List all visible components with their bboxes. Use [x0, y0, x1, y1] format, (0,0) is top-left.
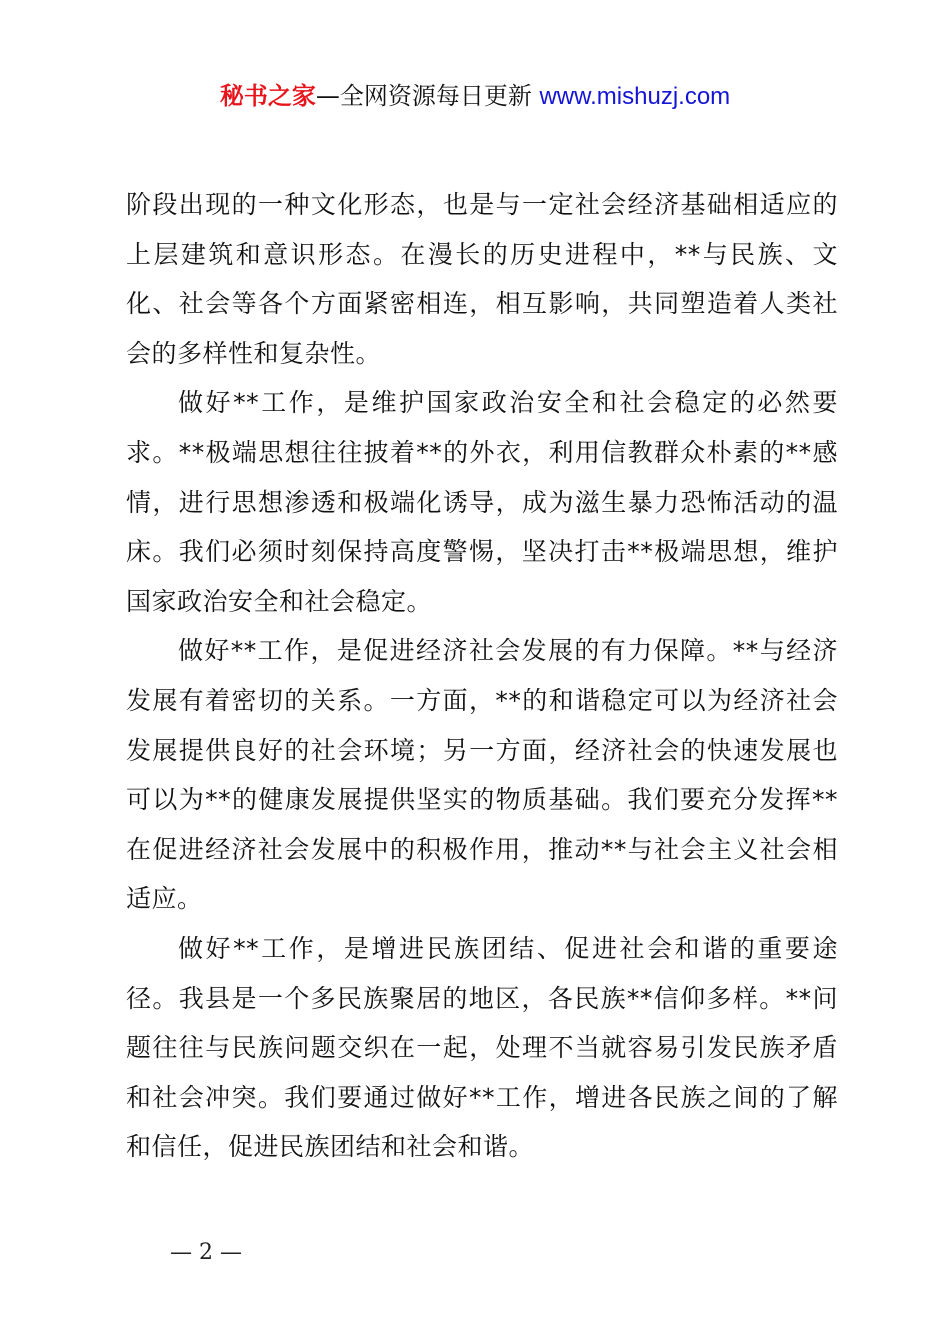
paragraph-continuation: 阶段出现的一种文化形态，也是与一定社会经济基础相适应的上层建筑和意识形态。在漫长的历史进程中，**与民族、文化、社会等各个方面紧密相连，相互影响，共同塑造着人类社会的多样性和复杂性。 — [126, 190, 838, 368]
paragraph-political-security: 做好**工作，是维护国家政治安全和社会稳定的必然要求。**极端思想往往披着**的外衣，利用信教群众朴素的**感情，进行思想渗透和极端化诱导，成为滋生暴力恐怖活动的温床。我们必须时刻保持高度警惕，坚决打击**极端思想，维护国家政治安全和社会稳定。 — [126, 388, 838, 616]
header-tagline: —全网资源每日更新 — [315, 82, 532, 110]
brand-name: 秘书之家 — [219, 82, 316, 110]
document-body — [126, 180, 838, 1172]
page-number: — 2 — — [170, 1240, 242, 1265]
paragraph-economic-development: 做好**工作，是促进经济社会发展的有力保障。**与经济发展有着密切的关系。一方面，**的和谐稳定可以为经济社会发展提供良好的社会环境；另一方面，经济社会的快速发展也可以为**的健康发展提供坚实的物质基础。我们要充分发挥**在促进经济社会发展中的积极作用，推动**与社会主义社会相适应。 — [126, 636, 838, 914]
paragraph-ethnic-unity: 做好**工作，是增进民族团结、促进社会和谐的重要途径。我县是一个多民族聚居的地区，各民族**信仰多样。**问题往往与民族问题交织在一起，处理不当就容易引发民族矛盾和社会冲突。我们要通过做好**工作，增进各民族之间的了解和信任，促进民族团结和社会和谐。 — [126, 933, 838, 1162]
page-header — [0, 78, 950, 115]
site-url-link[interactable]: www.mishuzj.com — [539, 83, 731, 110]
